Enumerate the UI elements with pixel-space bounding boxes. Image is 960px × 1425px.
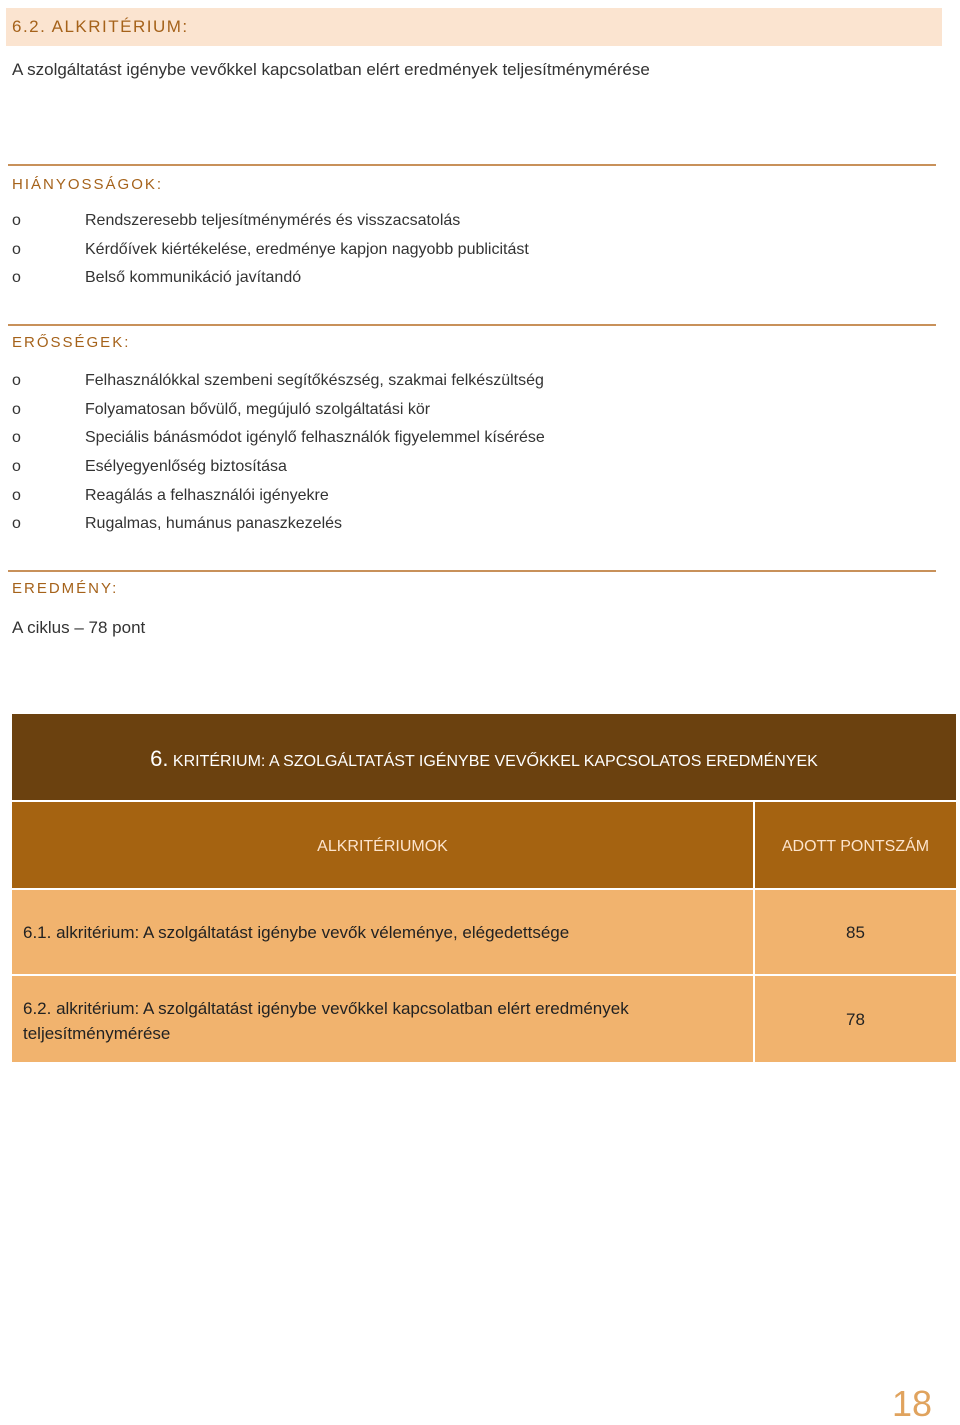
divider-result	[8, 570, 936, 572]
bullet-icon: o	[12, 458, 21, 476]
result-title: EREDMÉNY:	[12, 580, 119, 597]
strengths-title: ERŐSSÉGEK:	[12, 334, 131, 351]
bullet-icon: o	[12, 515, 21, 533]
bullet-icon: o	[12, 400, 21, 418]
section-header-title: 6.2. ALKRITÉRIUM:	[12, 17, 189, 36]
column-header-score: ADOTT PONTSZÁM	[755, 802, 956, 888]
page-number: 18	[892, 1383, 933, 1424]
table-row-label: 6.2. alkritérium: A szolgáltatást igénybe vevőkkel kapcsolatban elért eredmények teljesítménymérése	[12, 976, 753, 1062]
table-row-label: 6.1. alkritérium: A szolgáltatást igénybe vevők véleménye, elégedettsége	[12, 890, 753, 974]
bullet-icon: o	[12, 240, 21, 258]
bullet-icon: o	[12, 372, 21, 389]
table-row-score: 78	[755, 976, 956, 1062]
section-header-band	[6, 8, 942, 46]
result-text: A ciklus – 78 pont	[12, 618, 146, 637]
section-subtitle: A szolgáltatást igénybe vevőkkel kapcsolatban elért eredmények teljesítménymérése	[12, 60, 650, 79]
bullet-icon: o	[12, 212, 21, 229]
column-header-subcriteria: ALKRITÉRIUMOK	[12, 802, 753, 888]
divider-weaknesses	[8, 164, 936, 166]
bullet-icon: o	[12, 269, 21, 287]
table-row-score: 85	[755, 890, 956, 974]
table-title: 6. KRITÉRIUM: A SZOLGÁLTATÁST IGÉNYBE VEVŐKKEL KAPCSOLATOS EREDMÉNYEK	[12, 714, 956, 800]
weaknesses-title: HIÁNYOSSÁGOK:	[12, 176, 164, 193]
bullet-icon: o	[12, 429, 21, 447]
divider-strengths	[8, 324, 936, 326]
bullet-icon: o	[12, 486, 21, 504]
